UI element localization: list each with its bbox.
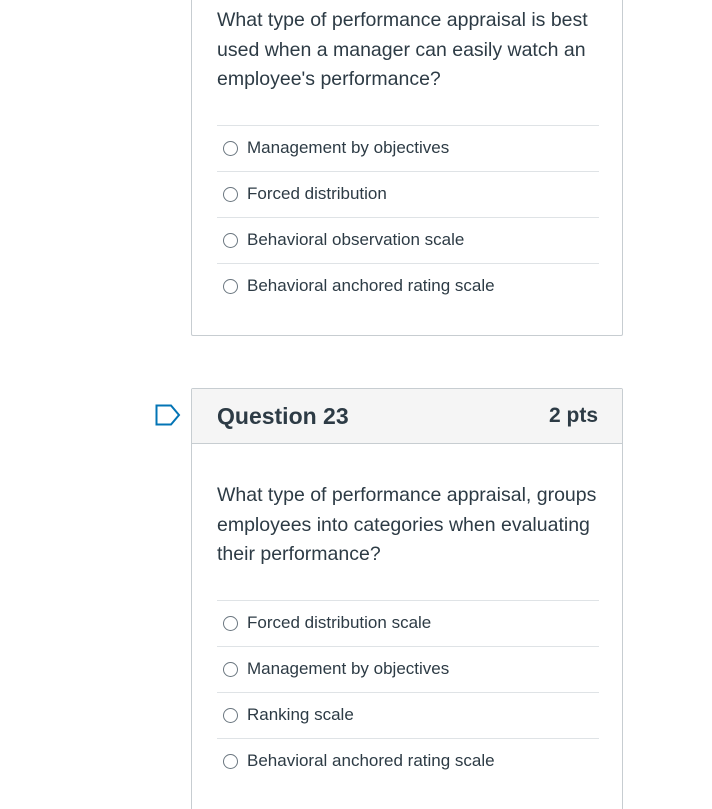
radio-button-icon[interactable] xyxy=(223,187,238,202)
radio-button-icon[interactable] xyxy=(223,662,238,677)
question-points: 2 pts xyxy=(548,404,598,427)
question-text: What type of performance appraisal, groups employees into categories when evaluating their performance? xyxy=(217,484,597,565)
answer-label: Behavioral anchored rating scale xyxy=(247,751,495,770)
question-title: Question 23 xyxy=(217,402,349,429)
answer-label: Management by objectives xyxy=(247,138,450,157)
radio-button-icon[interactable] xyxy=(223,616,238,631)
answer-option[interactable] xyxy=(217,692,599,738)
radio-button-icon[interactable] xyxy=(223,708,238,723)
answer-option[interactable] xyxy=(217,263,599,309)
answer-label: Management by objectives xyxy=(247,659,450,678)
answer-label: Forced distribution scale xyxy=(247,613,432,632)
answer-option[interactable] xyxy=(217,171,599,217)
flag-question-icon[interactable] xyxy=(155,404,181,426)
question-text: What type of performance appraisal is best used when a manager can easily watch an employee's performance? xyxy=(217,9,588,90)
answer-label: Behavioral anchored rating scale xyxy=(247,276,495,295)
answer-label: Behavioral observation scale xyxy=(247,230,465,249)
question-header xyxy=(192,389,622,444)
question-body xyxy=(192,481,622,784)
answer-option[interactable] xyxy=(217,600,599,646)
question-card xyxy=(191,0,623,336)
answer-label: Forced distribution xyxy=(247,184,387,203)
radio-button-icon[interactable] xyxy=(223,233,238,248)
answer-option[interactable] xyxy=(217,217,599,263)
question-card xyxy=(191,388,623,809)
question-body xyxy=(192,6,622,309)
answer-option[interactable] xyxy=(217,738,599,784)
radio-button-icon[interactable] xyxy=(223,279,238,294)
answer-option[interactable] xyxy=(217,125,599,171)
answer-list xyxy=(217,125,599,309)
answer-label: Ranking scale xyxy=(247,705,354,724)
radio-button-icon[interactable] xyxy=(223,141,238,156)
answer-list xyxy=(217,600,599,784)
answer-option[interactable] xyxy=(217,646,599,692)
radio-button-icon[interactable] xyxy=(223,754,238,769)
